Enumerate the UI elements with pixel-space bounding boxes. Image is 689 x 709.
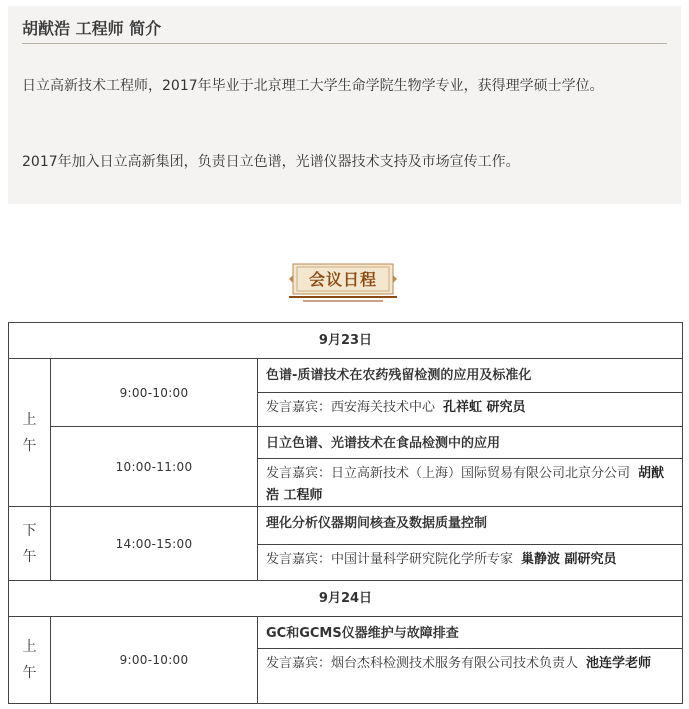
profile-card [8, 6, 681, 204]
session-topic: GC和GCMS仪器维护与故障排查 [258, 617, 682, 649]
session-topic: 日立色谱、光谱技术在食品检测中的应用 [258, 427, 682, 459]
schedule-banner [289, 259, 397, 303]
speaker-affiliation: 发言嘉宾：中国计量科学研究院化学所专家 [266, 552, 514, 567]
profile-title: 胡猷浩 工程师 简介 [22, 16, 667, 44]
speaker-affiliation: 发言嘉宾：日立高新技术（上海）国际贸易有限公司北京分公司 [266, 466, 631, 481]
day-header-9-24: 9月24日 [9, 581, 682, 617]
session-time: 14:00-15:00 [51, 507, 258, 581]
session-time: 9:00-10:00 [51, 617, 258, 703]
speaker-affiliation: 发言嘉宾：烟台杰科检测技术服务有限公司技术负责人 [266, 656, 579, 671]
schedule-table [8, 322, 683, 704]
speaker-affiliation: 发言嘉宾：西安海关技术中心 [266, 400, 436, 415]
session-speaker [258, 649, 682, 703]
session-time: 9:00-10:00 [51, 359, 258, 427]
session-speaker [258, 393, 682, 427]
day-header-9-23: 9月23日 [9, 323, 682, 359]
banner-label: 会议日程 [308, 270, 377, 289]
session-time: 10:00-11:00 [51, 427, 258, 507]
session-topic: 色谱-质谱技术在农药残留检测的应用及标准化 [258, 359, 682, 393]
session-topic: 理化分析仪器期间核查及数据质量控制 [258, 507, 682, 545]
speaker-name: 胡猷浩 工程师 [266, 466, 665, 503]
period-morning-day1 [9, 359, 51, 507]
profile-paragraph-education: 日立高新技术工程师，2017年毕业于北京理工大学生命学院生物学专业，获得理学硕士学位。 [22, 78, 604, 94]
profile-paragraph-career: 2017年加入日立高新集团，负责日立色谱，光谱仪器技术支持及市场宣传工作。 [22, 154, 520, 170]
period-label: 上午 [22, 411, 37, 454]
period-label: 下午 [22, 522, 37, 565]
speaker-name: 巢静波 副研究员 [521, 552, 617, 567]
session-speaker [258, 459, 682, 507]
speaker-name: 孔祥虹 研究员 [443, 400, 526, 415]
period-morning-day2 [9, 617, 51, 703]
period-label: 上午 [22, 639, 37, 681]
speaker-name: 池连学老师 [586, 656, 652, 671]
period-afternoon-day1 [9, 507, 51, 581]
session-speaker [258, 545, 682, 581]
